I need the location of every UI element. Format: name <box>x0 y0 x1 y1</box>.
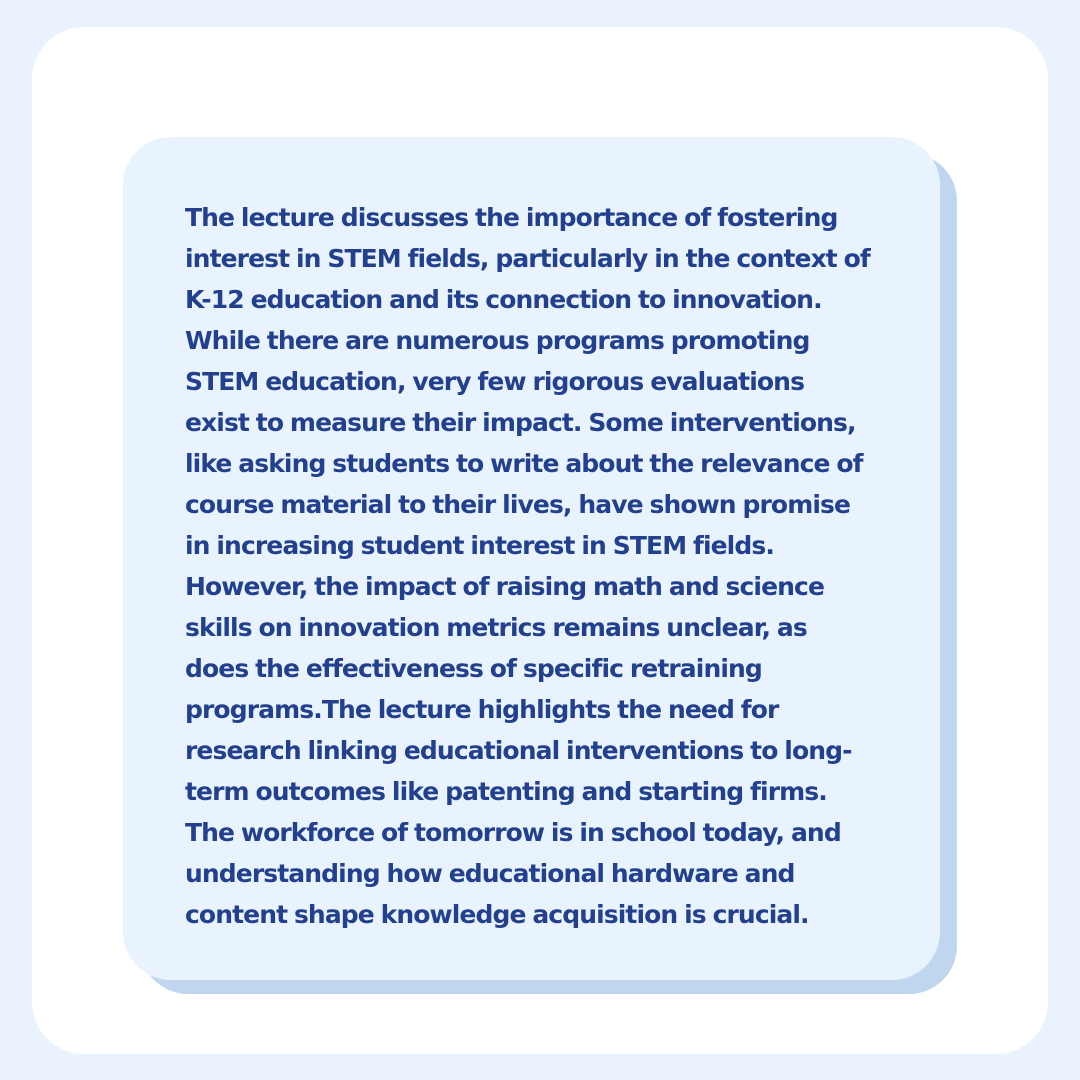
summary-line: K-12 education and its connection to innovation. <box>185 285 822 314</box>
summary-line: understanding how educational hardware and <box>185 859 795 888</box>
summary-line: skills on innovation metrics remains unclear, as <box>185 613 807 642</box>
summary-line: interest in STEM fields, particularly in the context of <box>185 244 870 273</box>
summary-line: STEM education, very few rigorous evaluations <box>185 367 805 396</box>
summary-line: exist to measure their impact. Some interventions, <box>185 408 856 437</box>
summary-line: like asking students to write about the relevance of <box>185 449 863 478</box>
summary-line: programs.The lecture highlights the need for <box>185 695 779 724</box>
summary-line: However, the impact of raising math and science <box>185 572 825 601</box>
summary-line: course material to their lives, have shown promise <box>185 490 851 519</box>
summary-line: research linking educational interventions to long- <box>185 736 852 765</box>
summary-paragraph <box>185 197 905 935</box>
summary-line: The lecture discusses the importance of fostering <box>185 203 838 232</box>
summary-line: does the effectiveness of specific retraining <box>185 654 762 683</box>
summary-line: in increasing student interest in STEM fields. <box>185 531 774 560</box>
summary-line: content shape knowledge acquisition is crucial. <box>185 900 809 929</box>
summary-line: While there are numerous programs promoting <box>185 326 810 355</box>
summary-line: term outcomes like patenting and starting firms. <box>185 777 827 806</box>
summary-line: The workforce of tomorrow is in school today, and <box>185 818 841 847</box>
